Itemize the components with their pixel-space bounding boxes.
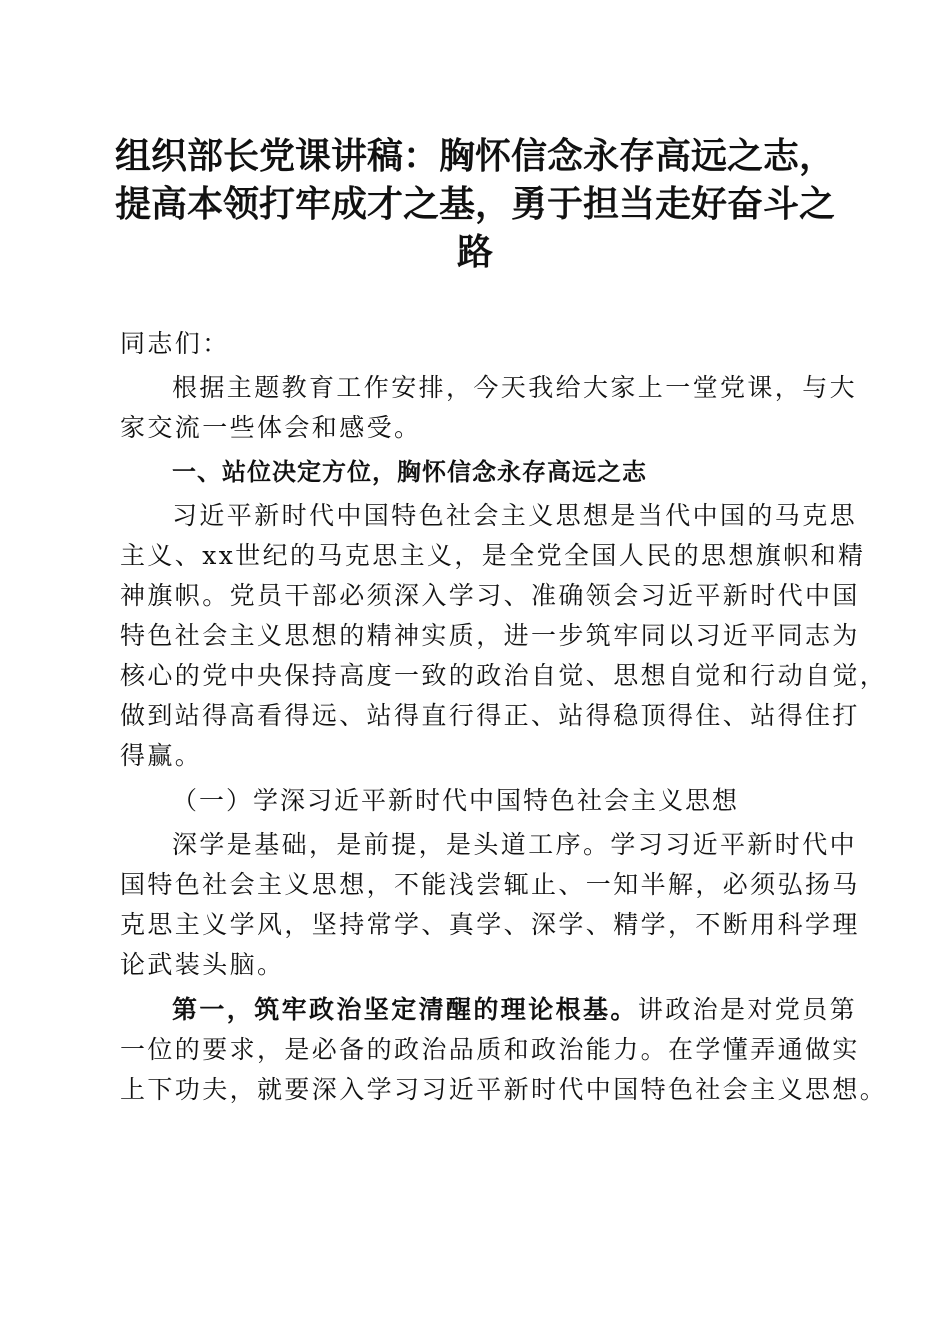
subsection-heading: （一）学深习近平新时代中国特色社会主义思想	[172, 786, 740, 815]
point1-paragraph	[120, 990, 888, 1110]
section-heading: 一、站位决定方位，胸怀信念永存高远之志	[172, 458, 647, 486]
text-line: 克思主义学风，坚持常学、真学、深学、精学，不断用科学理	[120, 910, 860, 939]
text-line: 特色社会主义思想的精神实质，进一步筑牢同以习近平同志为	[120, 621, 860, 650]
title-line: 提高本领打牢成才之基，勇于担当走好奋斗之	[114, 183, 835, 225]
text-line: 做到站得高看得远、站得直行得正、站得稳顶得住、站得住打	[120, 701, 860, 730]
text-line: 根据主题教育工作安排，今天我给大家上一堂党课，与大	[172, 373, 858, 402]
text-line: 家交流一些体会和感受。	[120, 413, 422, 442]
text-line: 国特色社会主义思想，不能浅尝辄止、一知半解，必须弘扬马	[120, 870, 860, 899]
text-line: 上下功夫，就要深入学习习近平新时代中国特色社会主义思想。	[120, 1075, 888, 1104]
section1-paragraph	[120, 496, 888, 776]
text-line: 神旗帜。党员干部必须深入学习、准确领会习近平新时代中国	[120, 581, 860, 610]
document-title	[100, 132, 850, 276]
text-line: 深学是基础，是前提，是头道工序。学习习近平新时代中	[172, 830, 858, 859]
subsection1-paragraph	[120, 825, 860, 985]
text-line: 主义、xx世纪的马克思主义，是全党全国人民的思想旗帜和精	[120, 541, 866, 570]
text-line: 习近平新时代中国特色社会主义思想是当代中国的马克思	[172, 501, 858, 530]
text-line: 一位的要求，是必备的政治品质和政治能力。在学懂弄通做实	[120, 1035, 860, 1064]
point-lead: 第一，筑牢政治坚定清醒的理论根基。	[172, 995, 638, 1024]
intro-paragraph	[120, 368, 858, 448]
title-line: 路	[456, 231, 493, 273]
point-text: 讲政治是对党员第	[637, 995, 858, 1024]
document-body	[120, 324, 888, 1110]
text-line: 论武装头脑。	[120, 950, 285, 979]
text-line	[120, 990, 858, 1030]
text-line: 得赢。	[120, 741, 203, 770]
salutation: 同志们：	[120, 329, 230, 358]
title-line: 组织部长党课讲稿：胸怀信念永存高远之志，	[114, 135, 835, 177]
text-line: 核心的党中央保持高度一致的政治自觉、思想自觉和行动自觉，	[120, 661, 888, 690]
